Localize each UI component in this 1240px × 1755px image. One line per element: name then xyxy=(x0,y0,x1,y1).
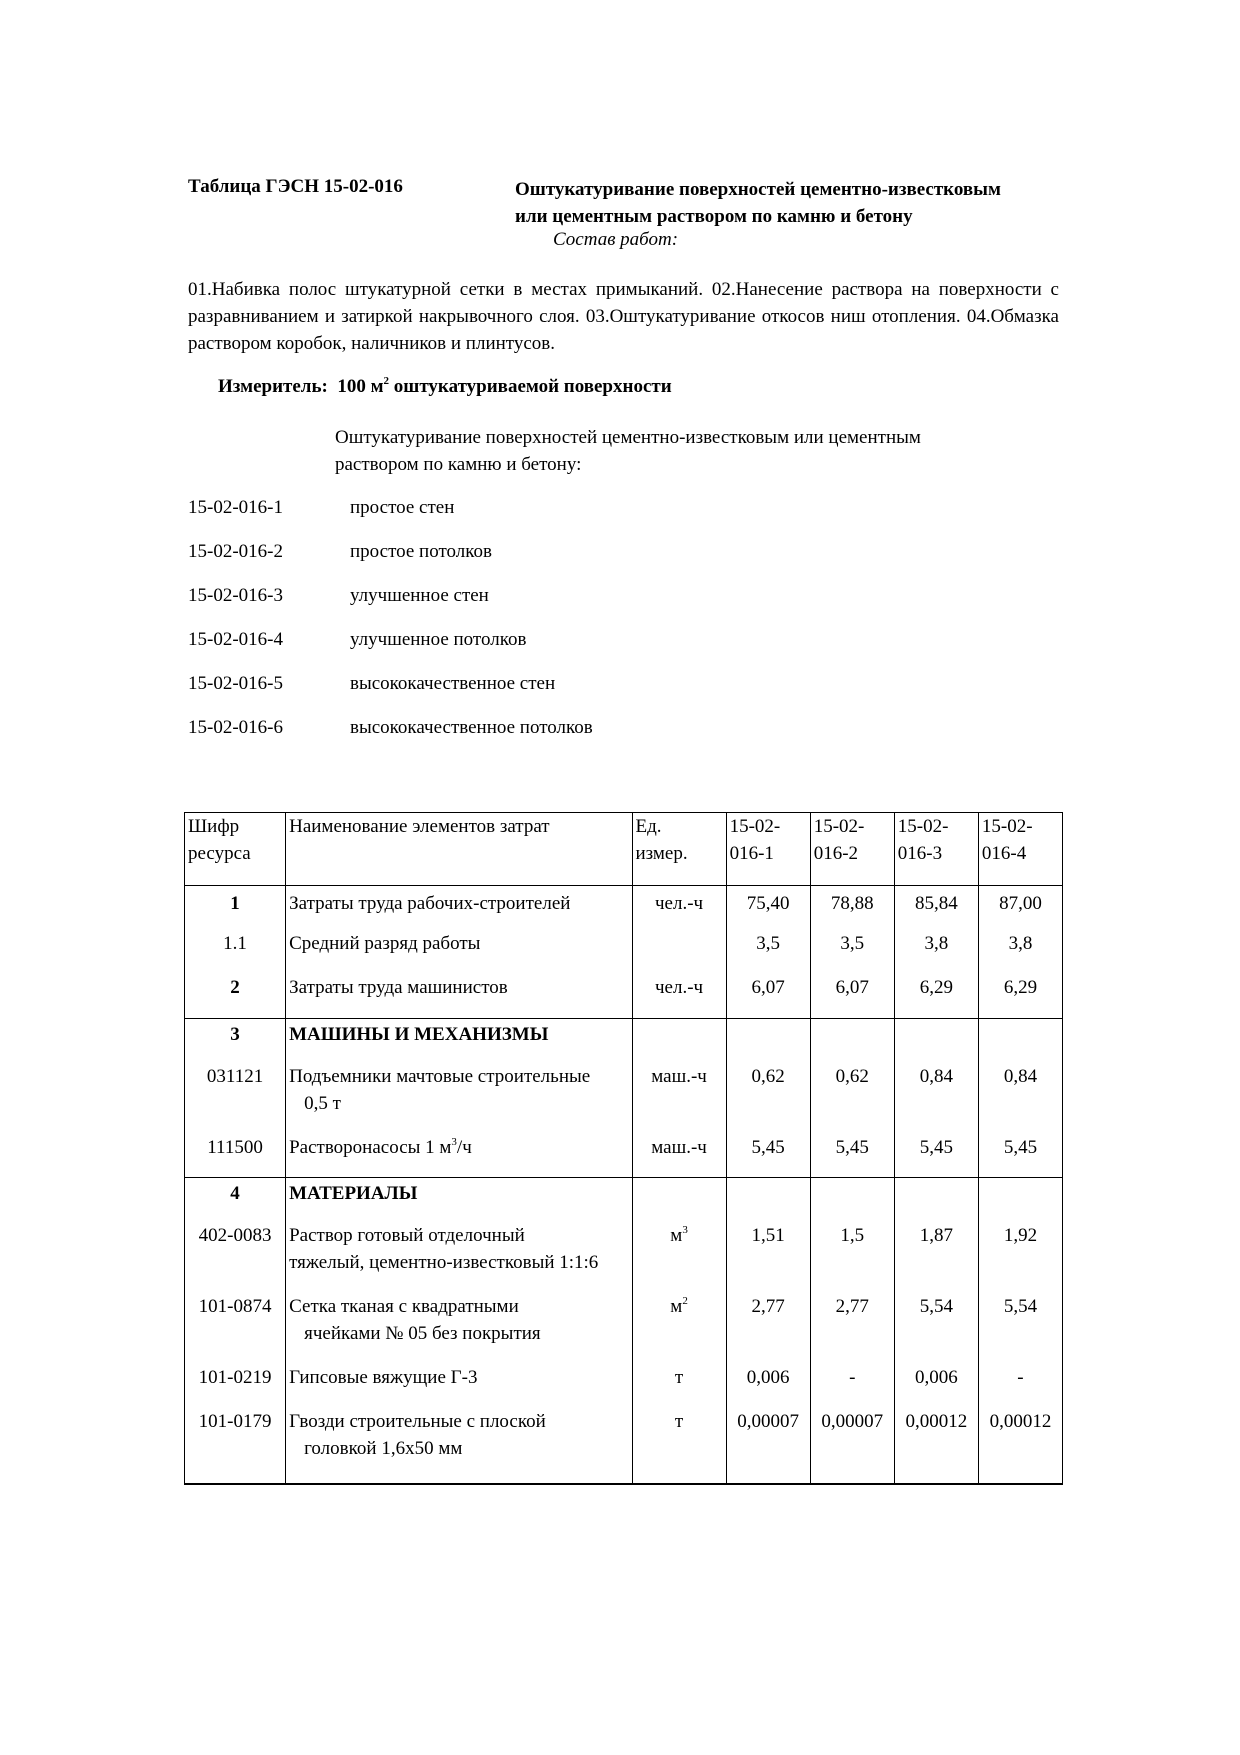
row-value: 5,45 xyxy=(894,1134,978,1178)
code-row xyxy=(188,585,888,629)
row-unit: чел.-ч xyxy=(632,886,726,930)
code-desc: высококачественное потолков xyxy=(350,717,593,738)
table-row xyxy=(185,1293,1063,1364)
row-code: 101-0874 xyxy=(185,1293,286,1364)
table-row xyxy=(185,930,1063,974)
table-row xyxy=(185,886,1063,930)
row-value: 1,51 xyxy=(726,1222,810,1293)
row-value: 1,87 xyxy=(894,1222,978,1293)
header-col-2: 15-02- 016-2 xyxy=(810,813,894,886)
code-desc: улучшенное потолков xyxy=(350,629,527,650)
header-name: Наименование элементов затрат xyxy=(286,813,632,886)
row-value: 0,00007 xyxy=(810,1408,894,1484)
row-value: 6,29 xyxy=(978,974,1062,1019)
row-value: 0,84 xyxy=(978,1063,1062,1134)
row-unit: маш.-ч xyxy=(632,1063,726,1134)
table-header-row xyxy=(185,813,1063,886)
row-value: 0,00012 xyxy=(894,1408,978,1484)
row-code: 2 xyxy=(185,974,286,1019)
row-value: 78,88 xyxy=(810,886,894,930)
document-title xyxy=(515,176,1075,230)
code: 15-02-016-2 xyxy=(188,541,283,562)
code-desc: простое потолков xyxy=(350,541,492,562)
row-value: 3,5 xyxy=(810,930,894,974)
row-code: 4 xyxy=(185,1178,286,1222)
row-value: 5,45 xyxy=(810,1134,894,1178)
row-unit: $м^2$ xyxy=(632,1293,726,1364)
measure-label: Измеритель: xyxy=(218,376,328,397)
row-code: 3 xyxy=(185,1019,286,1063)
table-row xyxy=(185,1134,1063,1178)
codes-list xyxy=(188,497,888,761)
row-unit: маш.-ч xyxy=(632,1134,726,1178)
table-row xyxy=(185,1222,1063,1293)
row-code: 1 xyxy=(185,886,286,930)
row-value: 5,54 xyxy=(978,1293,1062,1364)
group-title-line-1: Оштукатуривание поверхностей цементно-известковым или цементным xyxy=(335,427,921,448)
row-value: 0,00012 xyxy=(978,1408,1062,1484)
row-value: 2,77 xyxy=(726,1293,810,1364)
row-code: 402-0083 xyxy=(185,1222,286,1293)
row-value: 6,29 xyxy=(894,974,978,1019)
code-desc: улучшенное стен xyxy=(350,585,489,606)
row-value: 5,45 xyxy=(978,1134,1062,1178)
section-title: МАТЕРИАЛЫ xyxy=(286,1178,632,1222)
measure-line xyxy=(218,376,672,398)
title-line-2: или цементным раствором по камню и бетону xyxy=(515,206,913,227)
row-unit: т xyxy=(632,1364,726,1408)
title-line-1: Оштукатуривание поверхностей цементно-известковым xyxy=(515,179,1001,200)
code: 15-02-016-4 xyxy=(188,629,283,650)
row-name: Затраты труда рабочих-строителей xyxy=(286,886,632,930)
header-code: Шифр ресурса xyxy=(185,813,286,886)
row-code: 1.1 xyxy=(185,930,286,974)
row-name: Средний разряд работы xyxy=(286,930,632,974)
row-name: Раствор готовый отделочный тяжелый, цементно-известковый 1:1:6 xyxy=(286,1222,632,1293)
row-value: 6,07 xyxy=(726,974,810,1019)
works-subtitle: Состав работ: xyxy=(553,229,679,250)
resource-table xyxy=(184,812,1063,1485)
row-name: Подъемники мачтовые строительные 0,5 т xyxy=(286,1063,632,1134)
group-title-line-2: раствором по камню и бетону: xyxy=(335,454,582,475)
row-value: 1,5 xyxy=(810,1222,894,1293)
code: 15-02-016-3 xyxy=(188,585,283,606)
row-name: Растворонасосы 1 $м^3/ч$ xyxy=(286,1134,632,1178)
row-value: 85,84 xyxy=(894,886,978,930)
row-code: 101-0219 xyxy=(185,1364,286,1408)
row-value: 75,40 xyxy=(726,886,810,930)
code-row xyxy=(188,497,888,541)
row-value: 6,07 xyxy=(810,974,894,1019)
row-value: 0,00007 xyxy=(726,1408,810,1484)
code-row xyxy=(188,541,888,585)
section-row xyxy=(185,1178,1063,1222)
row-value: 5,45 xyxy=(726,1134,810,1178)
row-value: 1,92 xyxy=(978,1222,1062,1293)
table-row xyxy=(185,1063,1063,1134)
row-value: - xyxy=(810,1364,894,1408)
row-unit: т xyxy=(632,1408,726,1484)
row-code: 111500 xyxy=(185,1134,286,1178)
row-value: - xyxy=(978,1364,1062,1408)
row-value: 0,62 xyxy=(726,1063,810,1134)
row-name: Гипсовые вяжущие Г-3 xyxy=(286,1364,632,1408)
works-description: 01.Набивка полос штукатурной сетки в местах примыканий. 02.Нанесение раствора на поверхности с разравниванием и затиркой накрывочного слоя. 03.Оштукатуривание откосов ниш отопления. 04.Обмазка раствором коробок, наличников и плинтусов. xyxy=(188,279,1059,354)
row-value: 3,5 xyxy=(726,930,810,974)
row-code: 031121 xyxy=(185,1063,286,1134)
row-value: 0,006 xyxy=(726,1364,810,1408)
table-label: Таблица ГЭСН 15-02-016 xyxy=(188,176,403,197)
table-row xyxy=(185,974,1063,1019)
code-row xyxy=(188,629,888,673)
row-value: 87,00 xyxy=(978,886,1062,930)
code-desc: простое стен xyxy=(350,497,455,518)
header-unit: Ед. измер. xyxy=(632,813,726,886)
code-desc: высококачественное стен xyxy=(350,673,556,694)
section-row xyxy=(185,1019,1063,1063)
row-value: 3,8 xyxy=(894,930,978,974)
row-value: 5,54 xyxy=(894,1293,978,1364)
row-value: 0,84 xyxy=(894,1063,978,1134)
row-value: 3,8 xyxy=(978,930,1062,974)
row-code: 101-0179 xyxy=(185,1408,286,1484)
row-unit xyxy=(632,930,726,974)
code-row xyxy=(188,673,888,717)
row-name: Гвозди строительные с плоской головкой 1,6х50 мм xyxy=(286,1408,632,1484)
group-title xyxy=(335,424,1015,478)
code: 15-02-016-6 xyxy=(188,717,283,738)
header-col-3: 15-02- 016-3 xyxy=(894,813,978,886)
table-row xyxy=(185,1408,1063,1484)
section-title: МАШИНЫ И МЕХАНИЗМЫ xyxy=(286,1019,632,1063)
row-value: 2,77 xyxy=(810,1293,894,1364)
row-name: Сетка тканая с квадратными ячейками № 05 без покрытия xyxy=(286,1293,632,1364)
row-name: Затраты труда машинистов xyxy=(286,974,632,1019)
code: 15-02-016-1 xyxy=(188,497,283,518)
measure-value: 100 $м^2$ оштукатуриваемой поверхности xyxy=(337,375,672,397)
row-value: 0,62 xyxy=(810,1063,894,1134)
code-row xyxy=(188,717,888,761)
header-col-4: 15-02- 016-4 xyxy=(978,813,1062,886)
header-col-1: 15-02- 016-1 xyxy=(726,813,810,886)
row-value: 0,006 xyxy=(894,1364,978,1408)
table-row xyxy=(185,1364,1063,1408)
row-unit: чел.-ч xyxy=(632,974,726,1019)
row-unit: $м^3$ xyxy=(632,1222,726,1293)
code: 15-02-016-5 xyxy=(188,673,283,694)
